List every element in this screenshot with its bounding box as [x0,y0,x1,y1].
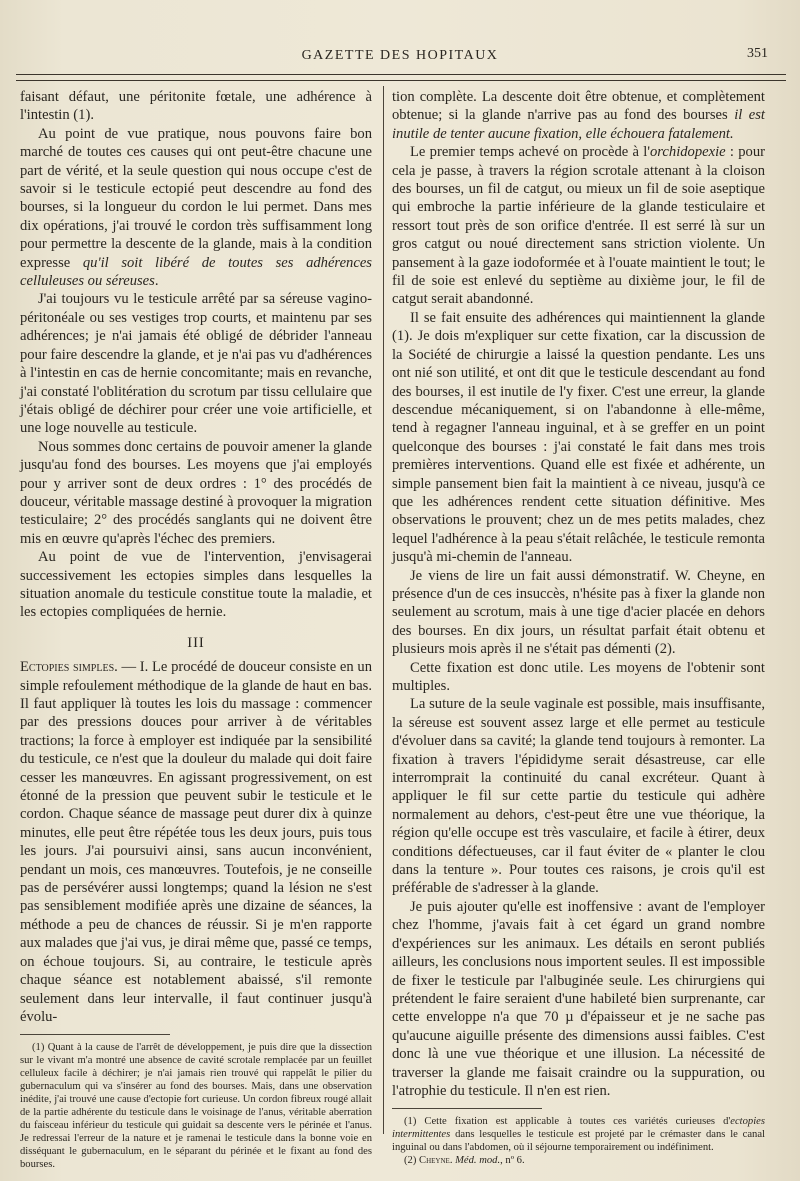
journal-citation: Méd. mod. [455,1155,501,1167]
paragraph-text: Au point de vue pratique, nous pouvons faire bon marché de toutes ces causes qui ont peut-être chacune une part de vérité, et la seule question qui nous occupe c'est de savoir si le testicule ectopié peut descendre au fond des bourses, si la longueur du cordon le lui permet. Dans mes dix opérations, j'ai trouvé le cordon très suffisamment long pour permettre la descente de la glande, mais à la condition expresse [20,125,372,271]
paragraph: faisant défaut, une péritonite fœtale, une adhérence à l'intestin (1). [20,89,372,124]
paragraph: Cette fixation est donc utile. Les moyens de l'obtenir sont multiples. [392,659,765,694]
running-head [20,44,780,68]
paragraph: Nous sommes donc certains de pouvoir amener la glande jusqu'au fond des bourses. Les moyens que j'ai employés pour y arriver sont de deux ordres : 1° des procédés de douceur, véritable massage destiné à provoquer la migration testiculaire; 2° des procédés sanglants qui ne doivent être mis en œuvre qu'après l'échec des premiers. [20,438,372,547]
paragraph: Il se fait ensuite des adhérences qui maintiennent la glande (1). Je dois m'expliquer sur cette fixation, car la discussion de la Société de chirurgie a laissé la question pendante. Les uns ont nié son utilité, et ont dit que le testicule descendant au fond des bourses, il est inutile de l'y fixer. C'est une erreur, la glande descendue mécaniquement, si on l'abandonne à elle-même, tend à regagner l'anneau inguinal, et à se greffer en un point quelconque des bourses : j'ai constaté le fait dans mes trois premières interventions. Quand elle est fixée et adhérente, un simple pansement bien fait la maintient à ce niveau, jusqu'à ce que les adhérences rendent cette situation définitive. Mes observations le prouvent; chez un de mes petits malades, chez lequel l'adhérence à la peau s'était relâchée, le testicule remonta jusqu'à mi-chemin de l'anneau. [392,309,765,566]
author-name: Cheyne [419,1155,450,1167]
paragraph: Je puis ajouter qu'elle est inoffensive : avant de l'employer chez l'homme, j'avais fait à cet égard un grand nombre d'expériences sur les animaux. Les détails en seront publiés ailleurs, les conclusions nous importent seules. Il est impossible de fixer le testicule par l'albuginée seule. Les chirurgiens qui prétendent le faire seraient d'une habileté bien surprenante, car cette enveloppe n'a que 70 µ d'épaisseur et je ne sache pas qu'aucune aiguille présente des dimensions aussi faibles. C'est donc là une vue théorique et une illusion. La nécessité de traverser la glande me faisait craindre ou la suppuration, ou l'atrophie du testicule. Il n'en est rien. [392,898,765,1099]
paragraph: La suture de la seule vaginale est possible, mais insuffisante, la séreuse est souvent assez large et elle permet au testicule d'évoluer dans sa cavité; la glande tend toujours à remonter. La fixation à travers l'épididyme serait désastreuse, car elle interromprait la continuité du canal excréteur. Quant à appliquer le fil sur cette partie du testicule qui adhère normalement au dehors, c'est-peut être une vue théorique, la région qu'elle occupe est très vasculaire, et facile à étirer, deux conditions défectueuses, car il faut éviter de « planter le clou dans la tenture ». Pour toutes ces raisons, je crois qu'il est préférable de s'adresser à la glande. [392,696,765,897]
footnote-text: . [449,1155,456,1167]
footnote [392,1115,765,1154]
footnote-text: , nº 6. [500,1155,525,1167]
paragraph [392,88,765,143]
footnote: (1) Quant à la cause de l'arrêt de développement, je puis dire que la dissection sur le vivant m'a montré une absence de cavité scrotale remplacée par un feuillet celluleux facile à déchirer; je n'ai jamais rien trouvé qui rappelât le pilier du gubernaculum qui va s'insérer au fond des bourses. Mais, dans une observation inédite, j'ai trouvé une cause d'ectopie fort curieuse. Un cordon fibreux rougé allait de la partie adhérente du testicule dans le voisinage de l'anus, véritable aberration du faisceau inférieur du testicule qui guidait sa descente vers le périnée et l'anus. Je redressai l'erreur de la nature et je ramenai le testicule dans la bonne voie en disséquant le gubernaculum, en le séparant du périnée et le fixant au fond des bourses. [20,1042,372,1171]
footnote-rule [20,1034,170,1035]
paragraph-text: tion complète. La descente doit être obtenue, et complètement obtenue; si la glande n'arrive pas au fond des bourses [392,89,765,124]
emphasis-text: ectopies intermittentes [392,1116,765,1141]
paragraph: Au point de vue de l'intervention, j'envisagerai successivement les ectopies simples dans lesquelles la situation anomale du testicule constitue toute la maladie, et les ectopies compliquées de hernie. [20,549,372,621]
header-rule-secondary [16,80,786,81]
paragraph [20,658,372,1026]
emphasis-text: orchidopexie [649,144,726,161]
paragraph: Je viens de lire un fait aussi démonstratif. W. Cheyne, en présence d'un de ces insuccès, n'hésite pas à fixer la glande non seulement au scrotum, mais à une tige d'acier placée en dehors des bourses. En dix jours, un résultat parfait était obtenu et plusieurs mois après il ne s'était pas démenti (2). [392,567,765,658]
paragraph [20,125,372,291]
left-column [20,88,372,1171]
section-heading: Ectopies simples. [20,659,118,676]
column-divider [383,86,384,1134]
page-number: 351 [747,46,768,61]
header-rule [16,74,786,75]
right-column [392,88,765,1167]
footnote-text: dans lesquelles le testicule est projeté par le crémaster dans le canal inguinal ou dans l'abdomen, où il séjourne temporairement ou indéfiniment. [392,1129,765,1154]
section-number: III [187,634,205,651]
emphasis-text: il est inutile de tenter aucune fixation, elle échouera fatalement. [392,107,765,142]
footnote-text: (1) Cette fixation est applicable à toutes ces variétés curieuses d' [404,1116,731,1128]
journal-title: GAZETTE DES HOPITAUX [301,48,499,63]
paragraph-text: — I. Le procédé de douceur consiste en un simple refoulement méthodique de la glande de haut en bas. Il faut appliquer là toutes les lois du massage : commencer par des pressions douces pour arriver à de véritables tractions; la force à employer est indiquée par la sensibilité du testicule, ce n'est que la douleur du malade qui doit faire cesser les manœuvres. En agissant progressivement, on est étonné de la pression que peuvent subir le testicule et le cordon. Chaque séance de massage peut durer dix à quinze minutes, elle peut être répétée tous les deux jours, puis tous les jours. J'ai poursuivi ainsi, sans aucun inconvénient, pendant un mois, ces manœuvres. Toutefois, je ne conseille pas de persévérer aussi longtemps; quand la lésion ne s'est pas sensiblement modifiée après une dizaine de séances, la méthode a peu de chances de réussir. Si je m'en rapporte aux malades que j'ai vus, je dirai même que, passé ce temps, on échoue toujours. Si, au contraire, le testicule après chaque séance est notablement abaissé, s'il remonte seulement dans leur intervalle, il faut continuer jusqu'à évolu- [20,659,372,1025]
footnotes [20,1041,372,1171]
paragraph [392,143,765,309]
paragraph: J'ai toujours vu le testicule arrêté par sa séreuse vagino-péritonéale ou ses vestiges trop courts, et maintenu par ses adhérences; je n'ai jamais été obligé de débrider l'anneau pour faire descendre la glande, et je n'ai pas vu d'adhérences à l'intestin en cas de hernie concomitante; mais en revanche, j'ai constaté l'oblitération du scrotum par tissu cellulaire que j'étais obligé de déchirer pour créer une voie artificielle, et une loge nouvelle au testicule. [20,291,372,437]
footnote-rule [392,1108,542,1109]
footnote [392,1154,765,1167]
paragraph-text: . [154,273,159,290]
emphasis-text: qu'il soit libéré de toutes ses adhérences celluleuses ou séreuses [20,254,372,290]
paragraph-text: : pour cela je passe, à travers la région scrotale attenant à la cloison des bourses, un fil de catgut, ou mieux un fil de soie aseptique qui embroche la partie inférieure de la glande testiculaire et ressort tout près de son orifice d'entrée. Il est serré là sur un gros catgut ou noué directement sans striction violente. Un pansement à la gaze iodoformée et à l'ouate maintient le tout; le fil de soie est enlevé du septième au dixième jour, le fil de catgut serait abandonné. [392,144,765,308]
footnotes [392,1115,765,1167]
footnote-text: (2) [404,1155,420,1167]
paragraph-text: Le premier temps achevé on procède à l' [410,144,650,161]
